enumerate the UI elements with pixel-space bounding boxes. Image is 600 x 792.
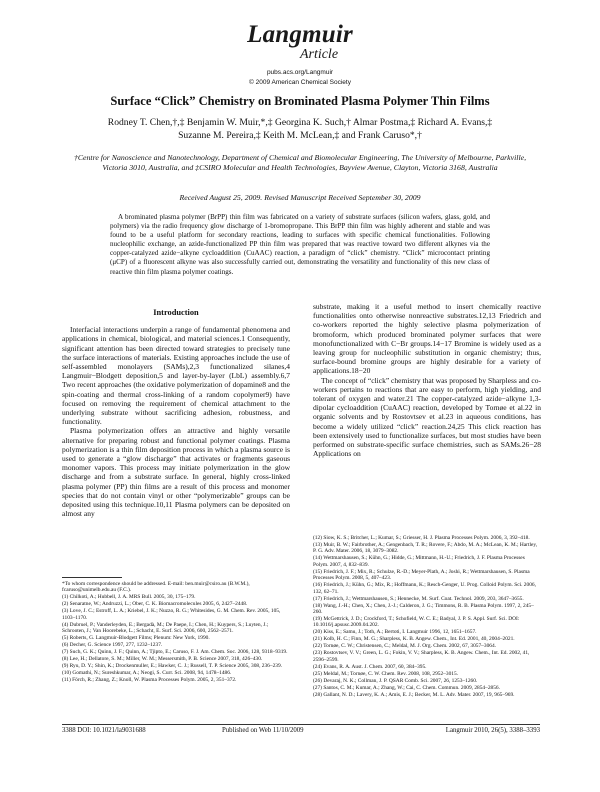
abstract: A brominated plasma polymer (BrPP) thin film was fabricated on a variety of substrate surfaces (silicon wafers, glass, gold, and polymers) via the radio frequency glow discharge of 1-bromopropane. This BrPP thin film was highly adherent and stable and was found to be a useful platform for secondary reactions, leading to surfaces with specific chemical functionalities. Following nucleophilic exchange, an azide-functionalized PP thin film was prepared that was reactive toward two different alkynes via the copper-catalyzed azide−alkyne cycloaddition (CuAAC) reaction, a paradigm of “click” chemistry. “Click” microcontact printing (μCP) of a fluorescent alkyne was also successfully carried out, demonstrating the versatility and functionality of this new class of reactive thin film plasma polymer coatings. <box>110 213 490 276</box>
received-dates: Received August 25, 2009. Revised Manuscript Received September 30, 2009 <box>179 193 421 202</box>
journal-url[interactable]: pubs.acs.org/Langmuir <box>266 69 334 76</box>
body-paragraph: The concept of “click” chemistry that was proposed by Sharpless and co-workers pertains to reactions that are easy to perform, high yielding, and tolerant of oxygen and water.21 The copper-catalyzed azide−alkyne 1,3-dipolar cycloaddition (CuAAC) reaction, developed by Tornøe et al.22 in organic solvents and by Rostovtsev et al.23 in aqueous conditions, has become a widely utilized “click” reaction.24,25 This click reaction has been extensively used to functionalize surfaces, but most studies have been performed on substrate-specific surface chemistries, such as SAMs.26−28 Applications on <box>313 375 541 459</box>
reference-item: (3) Love, J. C.; Estroff, L. A.; Kriebel, J. K.; Nuzzo, R. G.; Whitesides, G. M. Chem. Rev. 2005, 105, 1103–1170. <box>62 608 281 621</box>
references-left <box>62 581 290 684</box>
footnote-divider <box>62 577 122 578</box>
reference-item: (28) Gallant, N. D.; Lavery, K. A.; Amis, E. J.; Becker, M. L. Adv. Mater. 2007, 19, 965–969. <box>313 691 515 698</box>
page-number-doi: 3388 DOI: 10.1021/la9031688 <box>62 727 146 734</box>
affiliations: †Centre for Nanoscience and Nanotechnology, Department of Chemical and Biomolecular Engineering, The University of Melbourne, Parkville, Victoria 3010, Australia, and ‡CSIRO Molecular and Health Technologies, Bayview Avenue, Clayton, Victoria 3168, Australia <box>73 153 527 172</box>
journal-citation: Langmuir 2010, 26(5), 3388–3393 <box>445 727 540 734</box>
reference-item: (1) Chilkoti, A.; Hubbell, J. A. MRS Bull. 2005, 30, 175–179. <box>62 594 196 601</box>
masthead <box>0 22 600 86</box>
reference-item: (4) Dubruel, P.; Vanderleyden, E.; Bergadà, M.; De Paepe, I.; Chen, H.; Kuypers, S.; Luyten, J.; Schrooten, J.; Van Hoorebeke, L.; Schacht, E. Surf. Sci. 2006, 600, 2562–2571. <box>62 621 269 635</box>
author-line: Suzanne M. Pereira,‡ Keith M. McLean,‡ and Frank Caruso*,† <box>178 130 422 141</box>
journal-logo: Langmuir <box>247 21 353 48</box>
footer-rule <box>62 724 540 725</box>
reference-item: (9) Ryu, D. Y.; Shin, K.; Drockenmuller, E.; Hawker, C. J.; Russell, T. P. Science 2005, 308, 236–239. <box>62 663 282 670</box>
reference-item: (8) Lee, H.; Dellatore, S. M.; Miller, W. M.; Messersmith, P. B. Science 2007, 318, 426–430. <box>62 656 263 663</box>
reference-item: (24) Evans, R. A. Aust. J. Chem. 2007, 60, 384–395. <box>313 663 427 670</box>
references-right <box>313 535 541 699</box>
left-column <box>62 302 290 518</box>
publish-date: Published on Web 11/10/2009 <box>222 727 304 734</box>
journal-subtitle: Article <box>299 47 339 62</box>
reference-item: (26) Devaraj, N. K.; Collman, J. P. QSAR Comb. Sci. 2007, 26, 1253–1260. <box>313 677 478 684</box>
reference-item: (10) Gomathi, N.; Sureshkumar, A.; Neogi, S. Curr. Sci. 2008, 94, 1478–1486. <box>62 670 232 677</box>
article-title: Surface “Click” Chemistry on Brominated Plasma Polymer Thin Films <box>110 94 490 108</box>
reference-item: (14) Wettmarshausen, S.; Kühn, G.; Hidde, G.; Mittmann, H.-U.; Friedrich, J. F. Plasma Processes Polym. 2007, 4, 832–839. <box>313 555 525 568</box>
copyright: © 2009 American Chemical Society <box>249 79 351 86</box>
reference-item: (16) Friedrich, J.; Kühn, G.; Mix, R.; Hoffmann, K.; Resch-Genger, U. Prog. Colloid Polym. Sci. 2006, 132, 62–71. <box>313 582 536 595</box>
reference-item: (11) Förch, R.; Zhang, Z.; Knoll, W. Plasma Processes Polym. 2005, 2, 351–372. <box>62 677 237 684</box>
body-paragraph: Interfacial interactions underpin a range of fundamental phenomena and applications in chemical, biological, and material sciences.1 Consequently, significant attention has been directed toward strategies to precisely tune the surface interactions of materials. Existing approaches include the use of self-assembled monolayers (SAMs),2,3 functionalized silanes,4 Langmuir−Blodgett deposition,5 and layer-by-layer (LbL) assembly.6,7 Two recent approaches (the oxidative polymerization of dopamine8 and the spin-coating and thermal cross-linking of a random copolymer9) have focused on removing the requirement of chemical attachment to the underlying substrate without sacrificing adhesion, robustness, and functionality. <box>62 325 290 427</box>
reference-item: (7) Such, G. K.; Quinn, J. F.; Quinn, A.; Tjipto, E.; Caruso, F. J. Am. Chem. Soc. 2006, 128, 9318–9319. <box>62 649 288 656</box>
reference-item: (19) McGettrick, J. D.; Crockford, T.; Schofield, W. C. E.; Badyal, J. P. S. Appl. Surf. Sci. DOI: 10.1016/j.apsusc.2009.04.202. <box>313 616 520 629</box>
body-paragraph: substrate, making it a useful method to insert chemically reactive functionalities onto otherwise nonreactive substrates.12,13 Friedrich and co-workers reported the highly selective plasma polymerization of bromoform, which produced brominated polymer surfaces that were monofunctionalized with C−Br groups.14−17 Bromine is widely used as a leaving group for nucleophilic substitution in organic chemistry; thus, surface-bound bromine groups are highly desirable for a variety of applications.18−20 <box>313 302 541 376</box>
reference-item: (20) Kiss, E.; Samu, J.; Toth, A.; Bertoti, I. Langmuir 1996, 12, 1651–1657. <box>313 629 477 636</box>
reference-item: (27) Santos, C. M.; Kumar, A.; Zhang, W.; Cai, C. Chem. Commun. 2009, 2854–2856. <box>313 684 500 691</box>
reference-item: (12) Siow, K. S.; Britcher, L.; Kumar, S.; Griesser, H. J. Plasma Processes Polym. 2006, 3, 392–418. <box>313 535 530 541</box>
body-paragraph: Plasma polymerization offers an attractive and highly versatile alternative for preparing robust and functional polymer coatings. Plasma polymerization is a thin film deposition process in which a plasma source is used to generate a “glow discharge” that activates or fragments gaseous monomer vapors. This process may initiate polymerization in the glow discharge and from a substrate surface. In general, highly cross-linked plasma polymer (PP) thin films are a result of this process and monomer species that do not contain vinyl or other “polymerizable” groups can be deposited using this technique.10,11 Plasma polymers can be deposited on almost any <box>62 426 290 519</box>
author-line: Rodney T. Chen,†,‡ Benjamin W. Muir,*,‡ Georgina K. Such,† Almar Postma,‡ Richard A. Evans,‡ <box>107 117 493 128</box>
reference-item: (5) Roberts, G. Langmuir-Blodgett Films; Plenum: New York, 1990. <box>62 635 210 642</box>
reference-item: (22) Tornøe, C. W.; Christensen, C.; Meldal, M. J. Org. Chem. 2002, 67, 3057–3064. <box>313 643 496 650</box>
reference-item: (21) Kolb, H. C.; Finn, M. G.; Sharpless, K. B. Angew. Chem., Int. Ed. 2001, 40, 2004–2021. <box>313 636 515 643</box>
right-column <box>313 302 541 458</box>
reference-item: (6) Decher, G. Science 1997, 277, 1232–1237. <box>62 642 163 649</box>
reference-item: (18) Wang, J.-H.; Chen, X.; Chen, J.-J.; Calderon, J. G.; Timmons, R. B. Plasma Polym. 1997, 2, 245–260. <box>313 602 534 616</box>
reference-item: *To whom correspondence should be addressed. E-mail: ben.muir@csiro.au (B.W.M.), fcaruso@unimelb.edu.au (F.C.). <box>62 581 250 594</box>
reference-item: (2) Senaratne, W.; Andruzzi, L.; Ober, C. K. Biomacromolecules 2005, 6, 2427–2448. <box>62 601 248 608</box>
reference-item: (25) Meldal, M.; Tornøe, C. W. Chem. Rev. 2008, 108, 2952–3015. <box>313 670 459 677</box>
reference-item: (23) Rostovtsev, V. V.; Green, L. G.; Fokin, V. V.; Sharpless, K. B. Angew. Chem., Int. Ed. 2002, 41, 2596–2599. <box>313 650 530 663</box>
reference-item: (13) Muir, B. W.; Fairbrother, A.; Gengenbach, T. R.; Rovere, F.; Abdo, M. A.; McLean, K. M.; Hartley, P. G. Adv. Mater. 2006, 18, 3079–3082. <box>313 542 538 555</box>
reference-item: (17) Friedrich, J.; Wettmarshausen, S.; Hennecke, M. Surf. Coat. Technol. 2009, 203, 3647–3655. <box>313 595 524 602</box>
author-list <box>60 116 540 142</box>
reference-item: (15) Friedrich, J. F.; Mix, R.; Schulze, R.-D.; Meyer-Plath, A.; Joshi, R.; Wettmarshausen, S. Plasma Processes Polym. 2008, 5, 407–423. <box>313 568 530 582</box>
section-heading: Introduction <box>153 308 199 317</box>
